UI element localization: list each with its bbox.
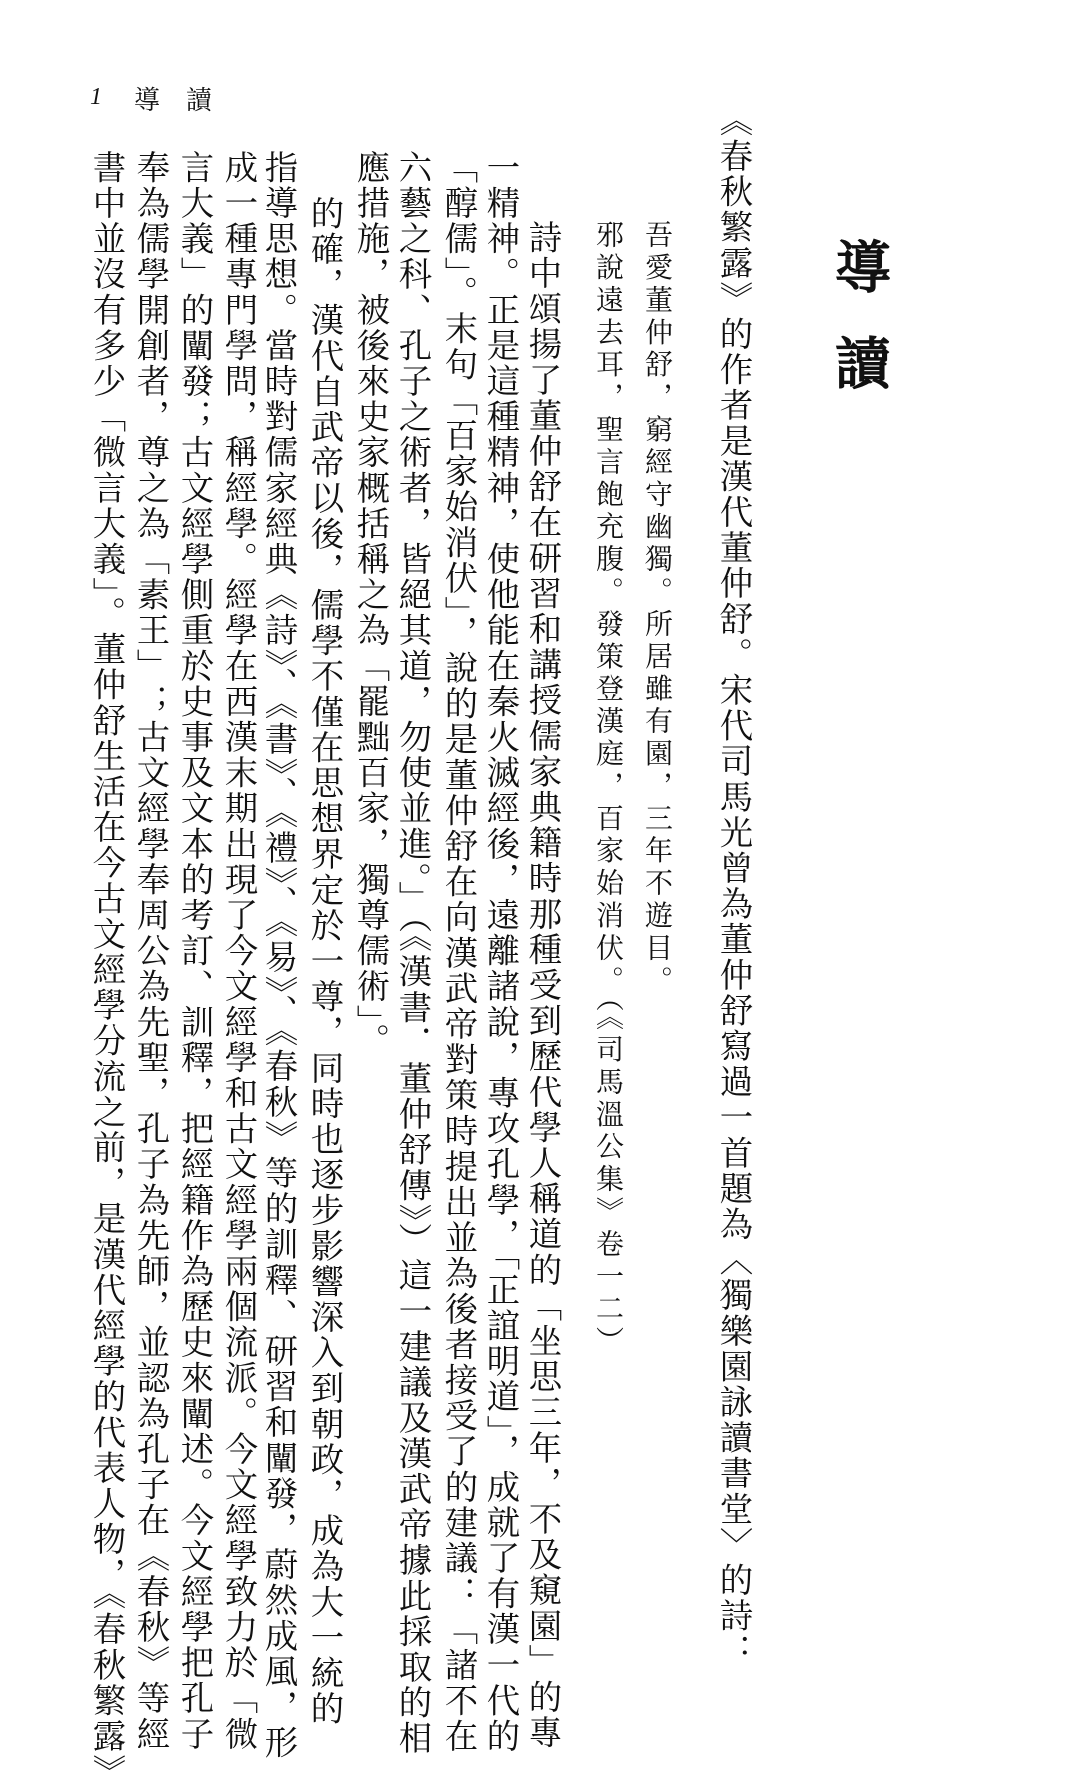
page-number: 1 [90, 84, 102, 110]
paragraph-1-line-3: 「醇儒」。末句「百家始消伏」，說的是董仲舒在向漢武帝對策時提出並為後者接受了的建議：「諸不在 [439, 150, 479, 1755]
chapter-title: 導讀 [826, 238, 891, 430]
paragraph-2-line-4: 言大義」的闡發；古文經學側重於史事及文本的考訂、訓釋，把經籍作為歷史來闡述。今文經學把孔子 [175, 150, 215, 1752]
paragraph-2-line-6: 書中並沒有多少「微言大義」。董仲舒生活在今古文經學分流之前，是漢代經學的代表人物，《春秋繁露》 [87, 150, 127, 1790]
paragraph-1-line-2: 一精神。正是這種精神，使他能在秦火滅經後，遠離諸說，專攻孔學，「正誼明道」，成就了有漢一代的 [481, 150, 521, 1755]
paragraph-2-line-2: 指導思想。當時對儒家經典《詩》、《書》、《禮》、《易》、《春秋》等的訓釋、研習和闡發，蔚然成風，形 [259, 150, 299, 1761]
paragraph-1-line-4: 六藝之科、孔子之術者，皆絕其道，勿使並進。」（《漢書．董仲舒傳》）這一建議及漢武帝據此採取的相 [393, 150, 433, 1757]
poem-line-1: 吾愛董仲舒，窮經守幽獨。所居雖有園，三年不遊目。 [641, 220, 674, 998]
running-header: 導讀 [134, 86, 239, 116]
paragraph-1-line-5: 應措施，被後來史家概括稱之為「罷黜百家，獨尊儒術」。 [351, 150, 391, 1059]
paragraph-2-line-1: 的確，漢代自武帝以後，儒學不僅在思想界定於一尊，同時也逐步影響深入到朝政，成為大一統的 [305, 196, 345, 1727]
paragraph-1-line-1: 詩中頌揚了董仲舒在研習和講授儒家典籍時那種受到歷代學人稱道的「坐思三年，不及窺園」的專 [523, 220, 563, 1751]
poem-line-2: 邪說遠去耳，聖言飽充腹。發策登漢庭，百家始消伏。（《司馬溫公集》卷一二） [592, 220, 625, 1359]
paragraph-2-line-3: 成一種專門學問，稱經學。經學在西漢末期出現了今文經學和古文經學兩個流派。今文經學致力於「微 [219, 150, 259, 1752]
paragraph-2-line-5: 奉為儒學開創者，尊之為「素王」；古文經學奉周公為先聖，孔子為先師，並認為孔子在《春秋》等經 [131, 150, 171, 1752]
intro-line: 《春秋繁露》的作者是漢代董仲舒。宋代司馬光曾為董仲舒寫過一首題為〈獨樂園詠讀書堂〉的詩： [714, 103, 754, 1670]
